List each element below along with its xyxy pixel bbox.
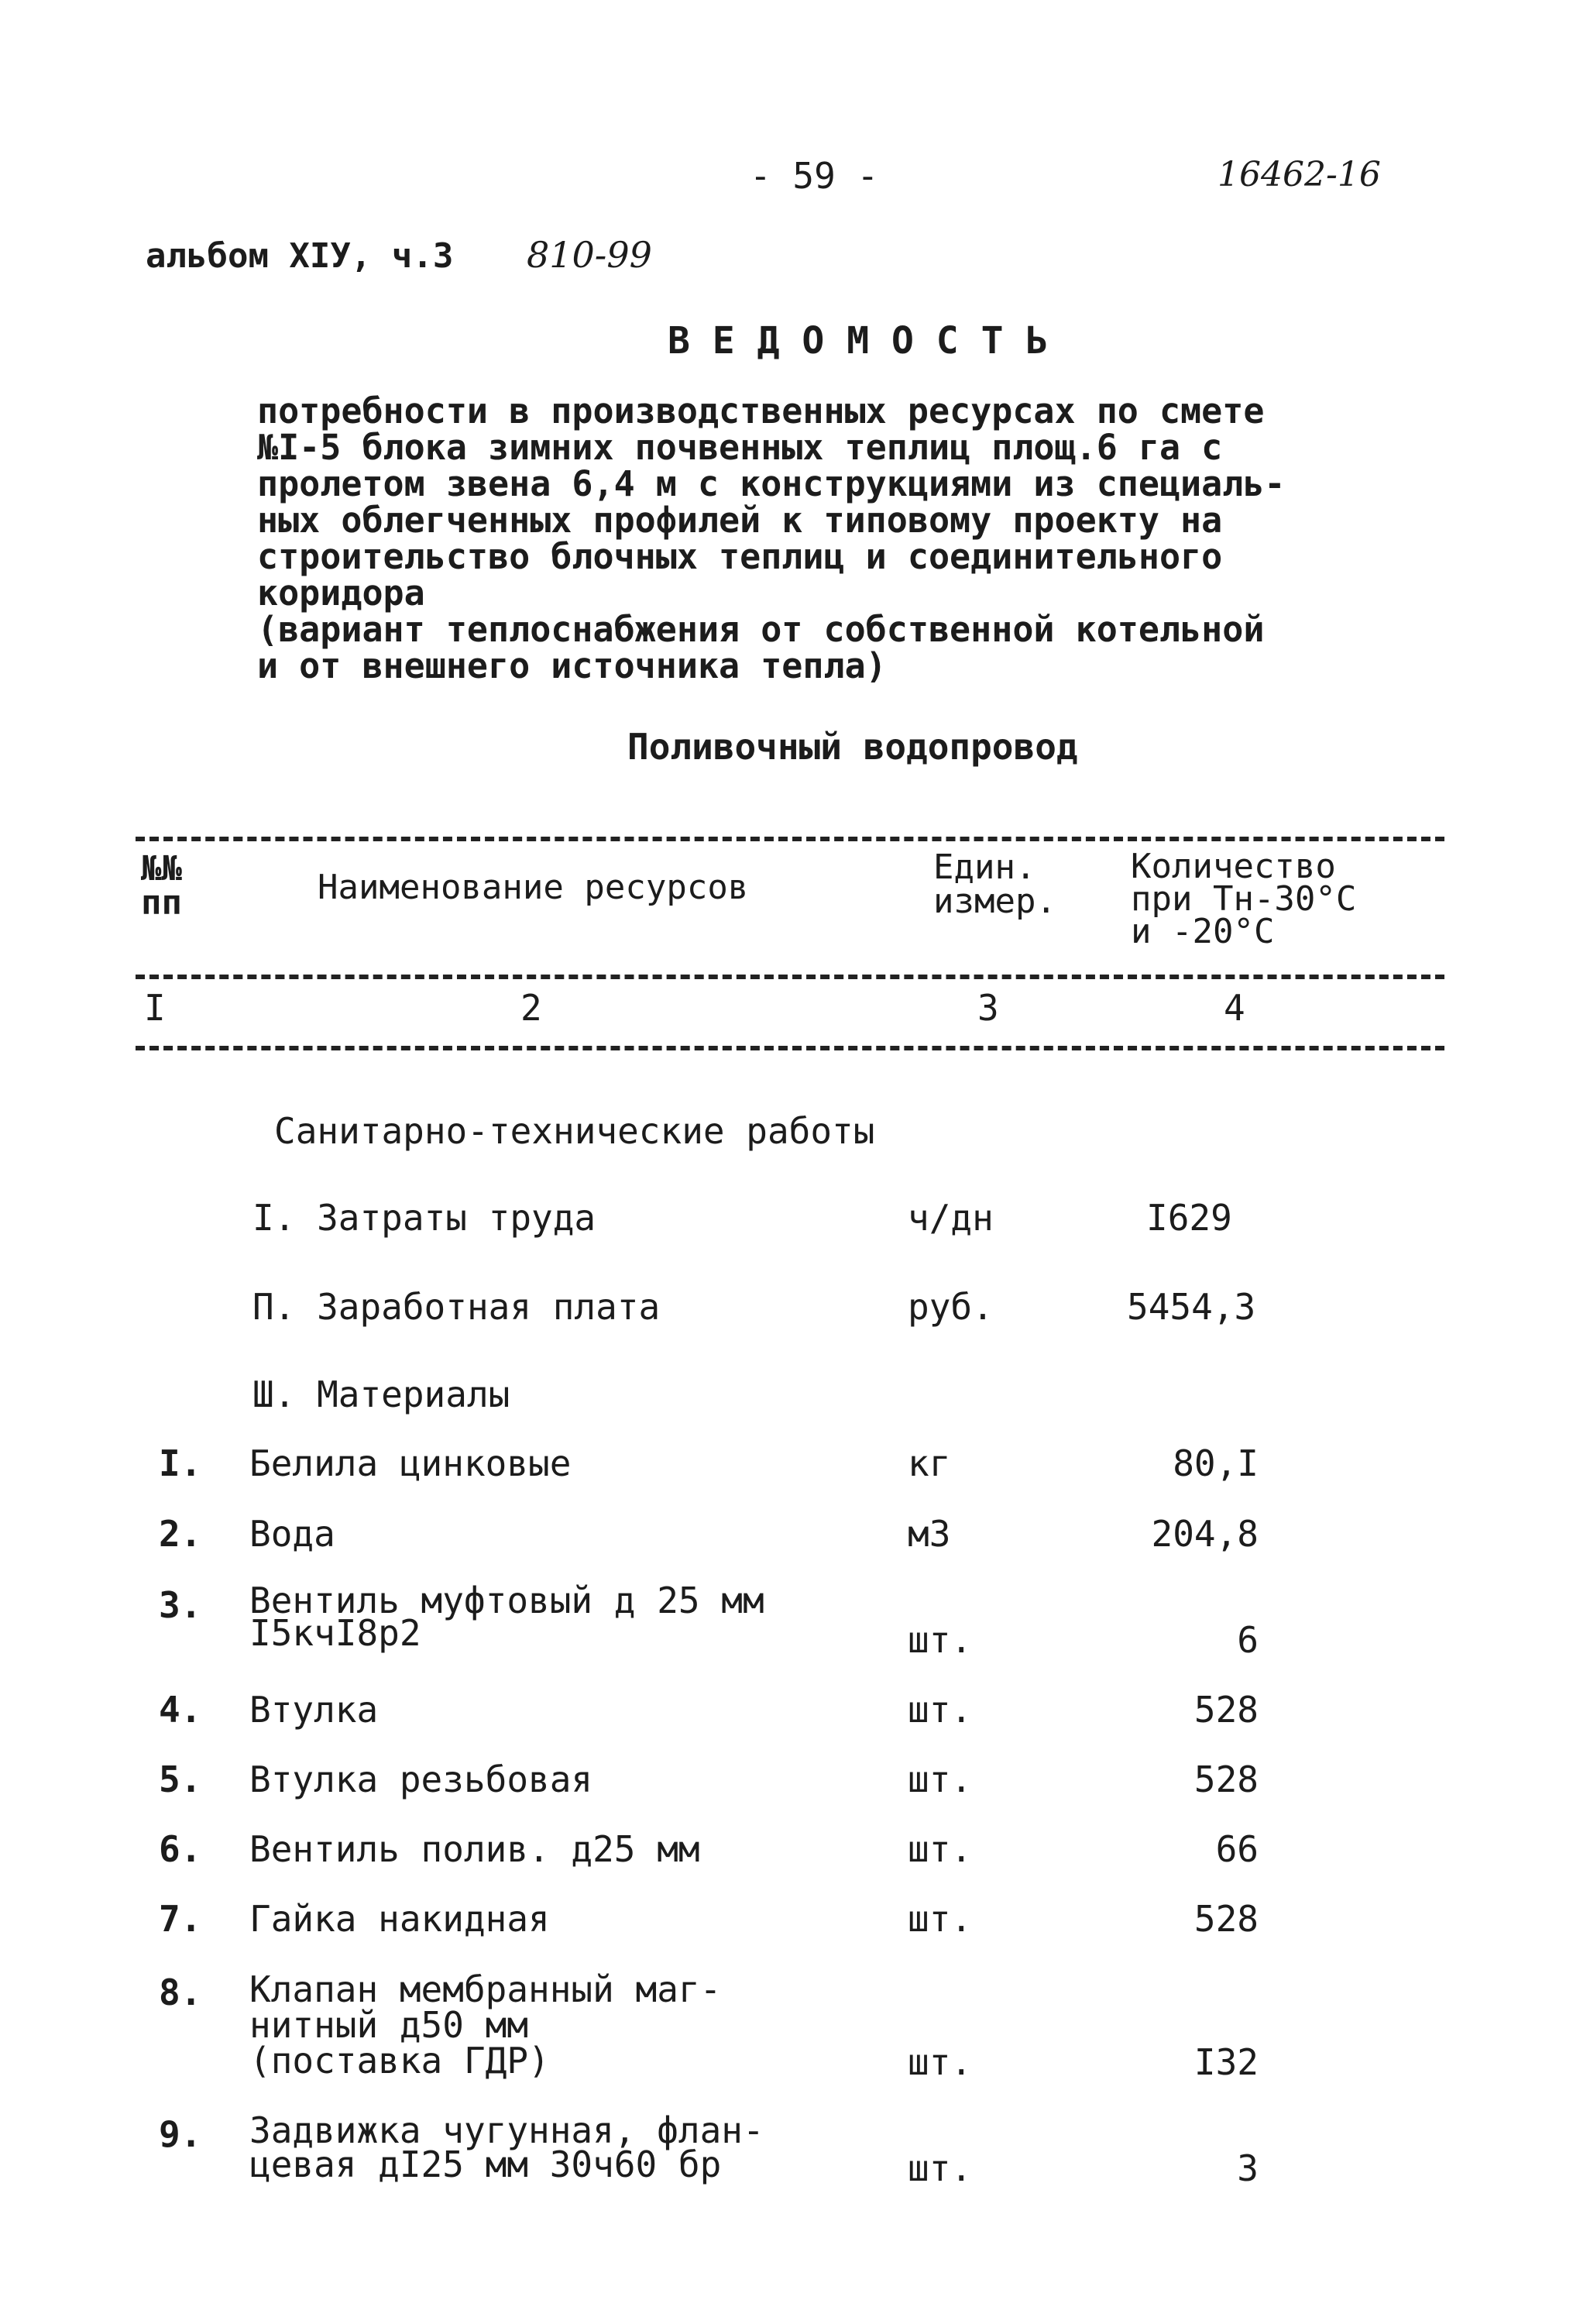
column-number-4: 4 (1224, 987, 1245, 1029)
description-line: и от внешнего источника тепла) (257, 645, 887, 686)
table-body-rule (136, 1046, 1444, 1050)
material-qty: 80,I (1173, 1442, 1259, 1484)
material-number: 5. (159, 1758, 202, 1800)
material-number: I. (159, 1442, 202, 1484)
header-rule (136, 975, 1444, 979)
description-line: (вариант теплоснабжения от собственной котельной (257, 609, 1265, 650)
description-line: ных облегченных профилей к типовому проекту на (257, 500, 1223, 541)
material-unit: шт. (908, 2147, 973, 2189)
material-number: 4. (159, 1689, 202, 1731)
material-name: Белила цинковые (249, 1442, 572, 1484)
column-number-3: 3 (977, 987, 999, 1029)
header-col-unit: Един. измер. (933, 847, 1056, 921)
material-qty: 528 (1193, 1898, 1259, 1940)
header-col-name: Наименование ресурсов (318, 868, 749, 907)
summary-label: I. Затраты труда (252, 1197, 596, 1239)
material-unit: шт. (908, 1689, 973, 1731)
material-number: 6. (159, 1828, 202, 1870)
section-title: Санитарно-технические работы (274, 1110, 875, 1152)
material-name: Вентиль полив. д25 мм (249, 1828, 700, 1870)
material-unit: шт. (908, 1619, 973, 1661)
material-qty: I32 (1193, 2041, 1259, 2083)
doc-code: 16462-16 (1218, 155, 1381, 194)
document-description (257, 390, 1357, 686)
description-line: потребности в производственных ресурсах по смете (257, 390, 1265, 431)
column-number-1: I (144, 987, 166, 1029)
description-line: строительство блочных теплиц и соединительного (257, 536, 1223, 577)
description-line: пролетом звена 6,4 м с конструкциями из специаль- (257, 463, 1286, 504)
page-number: - 59 - (750, 155, 879, 197)
material-number: 8. (159, 1972, 202, 2013)
material-number: 3. (159, 1584, 202, 1626)
summary-unit: ч/дн (908, 1197, 994, 1239)
summary-value: I629 (1146, 1197, 1232, 1239)
material-unit: м3 (908, 1513, 951, 1555)
material-number: 2. (159, 1513, 202, 1555)
material-name: Вентиль муфтовый д 25 мм I5кчI8р2 (249, 1580, 764, 1654)
table-top-rule (136, 837, 1444, 841)
material-name: Втулка (249, 1689, 379, 1731)
summary-label: П. Заработная плата (252, 1286, 661, 1328)
material-unit: кг (908, 1442, 951, 1484)
summary-label: Ш. Материалы (252, 1373, 510, 1415)
document-title: В Е Д О М О С Т Ь (668, 319, 1049, 363)
material-name: Задвижка чугунная, флан- цевая дI25 мм 30ч60 бр (249, 2109, 764, 2185)
header-col-number: №№ пп (141, 849, 182, 923)
section-subtitle: Поливочный водопровод (627, 726, 1078, 768)
description-line: коридора (257, 572, 425, 614)
summary-value: 5454,3 (1127, 1286, 1256, 1328)
material-unit: шт. (908, 1758, 973, 1800)
material-name: Вода (249, 1513, 335, 1555)
material-qty: 3 (1237, 2147, 1259, 2189)
material-name: Клапан мембранный маг- нитный д50 мм (поставка ГДР) (249, 1968, 722, 2082)
material-number: 9. (159, 2113, 202, 2155)
material-unit: шт. (908, 2041, 973, 2083)
description-line: №I-5 блока зимних почвенных теплиц площ.6 га с (257, 427, 1223, 468)
summary-unit: руб. (908, 1286, 994, 1328)
material-name: Гайка накидная (249, 1898, 550, 1940)
column-number-2: 2 (520, 987, 542, 1029)
material-number: 7. (159, 1898, 202, 1940)
header-col-quantity: Количество при Тн-30°С и -20°С (1131, 847, 1357, 951)
material-qty: 66 (1215, 1828, 1259, 1870)
material-qty: 528 (1193, 1689, 1259, 1731)
album-label: альбом XIУ, ч.3 (146, 236, 454, 276)
material-qty: 528 (1193, 1758, 1259, 1800)
material-qty: 6 (1237, 1619, 1259, 1661)
material-unit: шт. (908, 1898, 973, 1940)
material-unit: шт. (908, 1828, 973, 1870)
material-qty: 204,8 (1151, 1513, 1259, 1555)
material-name: Втулка резьбовая (249, 1758, 593, 1800)
album-number: 810-99 (527, 234, 652, 276)
